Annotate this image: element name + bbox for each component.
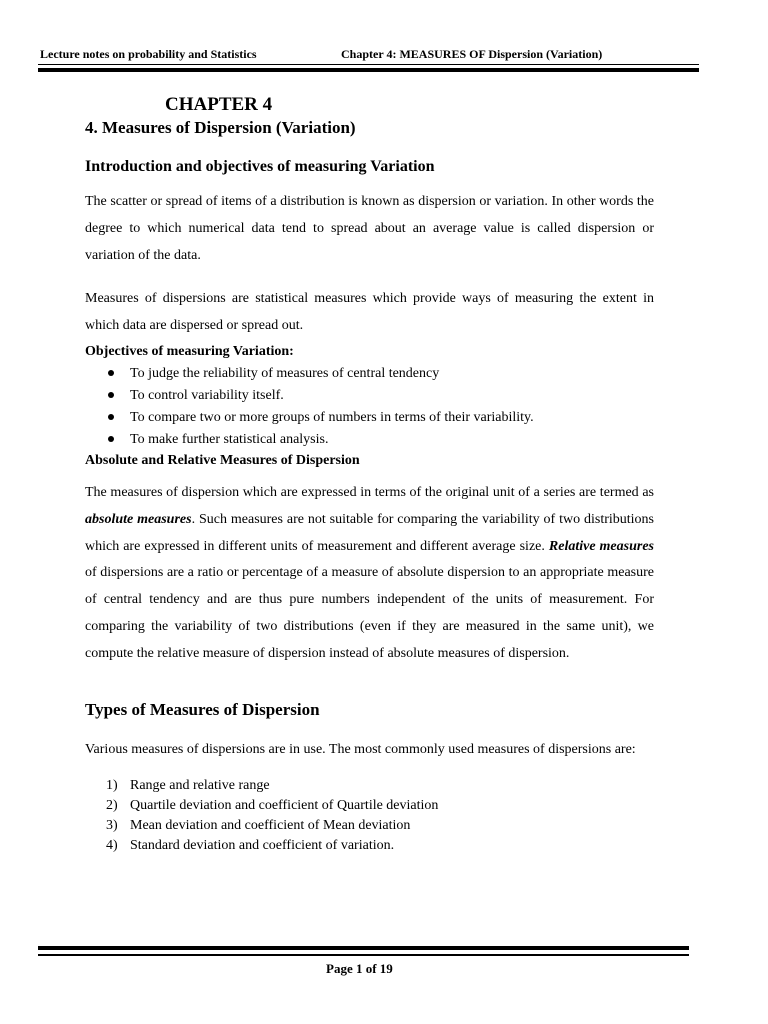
abs-rel-paragraph: The measures of dispersion which are expressed in terms of the original unit of a series are termed as absolute measures. Such measures are not suitable for comparing the variability of two distributions which are expressed in different units of measurement and different average size. Relative measures of dispersions are a ratio or percentage of a measure of absolute dispersion to an appropriate measure of central tendency and are thus pure numbers independent of the units of measurement. For comparing the variability of two distributions (even if they are measured in the same unit), we compute the relative measure of dispersion instead of absolute measures of dispersion. <box>85 485 654 661</box>
footer-rule-thin <box>38 954 689 956</box>
chapter-title: CHAPTER 4 <box>165 94 273 115</box>
section-title: 4. Measures of Dispersion (Variation) <box>85 118 356 137</box>
objectives-list <box>130 365 534 453</box>
types-heading: Types of Measures of Dispersion <box>85 700 320 719</box>
types-intro: Various measures of dispersions are in use. The most commonly used measures of dispersions are: <box>85 742 636 757</box>
bullet-icon <box>108 370 114 376</box>
page-number: Page 1 of 19 <box>326 961 393 976</box>
intro-paragraph-1: The scatter or spread of items of a distribution is known as dispersion or variation. In other words the degree to which numerical data tend to spread about an average value is called dispersion or variation of the data. <box>85 194 654 263</box>
types-list <box>106 777 439 857</box>
intro-paragraph-2: Measures of dispersions are statistical measures which provide ways of measuring the extent in which data are dispersed or spread out. <box>85 291 654 333</box>
list-item: 4) Standard deviation and coefficient of variation. <box>106 838 395 853</box>
header-rule-thick <box>38 68 699 72</box>
list-item: To make further statistical analysis. <box>130 431 534 453</box>
header-left: Lecture notes on probability and Statistics <box>40 47 257 61</box>
bullet-icon <box>108 392 114 398</box>
list-item: To judge the reliability of measures of central tendency <box>130 365 534 387</box>
header-right: Chapter 4: MEASURES OF Dispersion (Variation) <box>341 47 603 61</box>
term-relative-measures: Relative measures <box>548 538 654 554</box>
list-item: To compare two or more groups of numbers in terms of their variability. <box>130 409 534 431</box>
objectives-heading: Objectives of measuring Variation: <box>85 344 294 359</box>
list-item: 1) Range and relative range <box>106 778 270 793</box>
bullet-icon <box>108 436 114 442</box>
list-item: 2) Quartile deviation and coefficient of Quartile deviation <box>106 798 439 813</box>
header-rule-thin <box>38 64 699 65</box>
bullet-icon <box>108 414 114 420</box>
footer-rule-thick <box>38 946 689 950</box>
list-item: 3) Mean deviation and coefficient of Mean deviation <box>106 818 411 833</box>
list-item: To control variability itself. <box>130 387 534 409</box>
term-absolute-measures: absolute measures <box>85 511 192 527</box>
intro-heading: Introduction and objectives of measuring Variation <box>85 158 435 175</box>
abs-rel-heading: Absolute and Relative Measures of Dispersion <box>85 453 360 468</box>
